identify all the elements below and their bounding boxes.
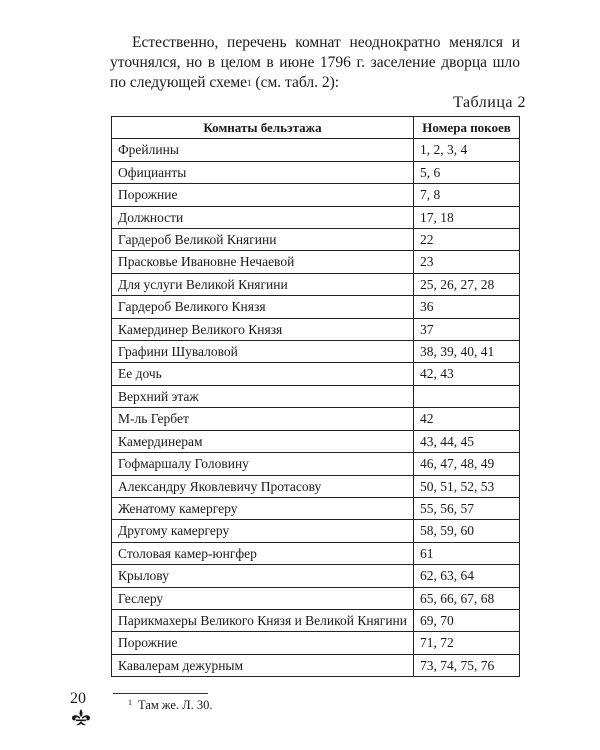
room-cell: Порожние — [112, 632, 414, 654]
table-row — [112, 520, 520, 542]
number-cell: 61 — [414, 542, 520, 564]
room-cell: Графини Шуваловой — [112, 341, 414, 363]
number-cell: 42, 43 — [414, 363, 520, 385]
room-cell: Должности — [112, 206, 414, 228]
table-row — [112, 318, 520, 340]
number-cell: 22 — [414, 229, 520, 251]
room-cell: Александру Яковлевичу Протасову — [112, 475, 414, 497]
room-cell: Прасковье Ивановне Нечаевой — [112, 251, 414, 273]
room-cell: Кавалерам дежурным — [112, 654, 414, 676]
table-row — [112, 430, 520, 452]
number-cell: 42 — [414, 408, 520, 430]
table-row — [112, 609, 520, 631]
number-cell: 43, 44, 45 — [414, 430, 520, 452]
table-row — [112, 363, 520, 385]
room-cell: Ее дочь — [112, 363, 414, 385]
number-cell: 7, 8 — [414, 184, 520, 206]
body-paragraph — [110, 33, 520, 93]
room-cell: Столовая камер-юнгфер — [112, 542, 414, 564]
room-cell: Камердинерам — [112, 430, 414, 452]
table-header-row — [112, 117, 520, 139]
table-row — [112, 184, 520, 206]
table-row — [112, 341, 520, 363]
number-cell: 38, 39, 40, 41 — [414, 341, 520, 363]
table-row — [112, 453, 520, 475]
table-row — [112, 229, 520, 251]
room-cell: М-ль Гербет — [112, 408, 414, 430]
room-cell: Геслеру — [112, 587, 414, 609]
room-cell: Другому камергеру — [112, 520, 414, 542]
number-cell: 25, 26, 27, 28 — [414, 273, 520, 295]
fleur-de-lis-icon — [70, 708, 92, 728]
number-cell: 55, 56, 57 — [414, 497, 520, 519]
number-cell: 37 — [414, 318, 520, 340]
footnote — [128, 698, 213, 713]
number-cell: 69, 70 — [414, 609, 520, 631]
number-cell: 36 — [414, 296, 520, 318]
number-cell — [414, 385, 520, 407]
room-cell: Официанты — [112, 161, 414, 183]
table-row — [112, 139, 520, 161]
room-cell: Женатому камергеру — [112, 497, 414, 519]
table-row — [112, 587, 520, 609]
footnote-text: Там же. Л. 30. — [138, 698, 213, 712]
number-cell: 62, 63, 64 — [414, 565, 520, 587]
table-row — [112, 475, 520, 497]
table-row — [112, 385, 520, 407]
table-row — [112, 206, 520, 228]
header-rooms: Комнаты бельэтажа — [112, 117, 414, 139]
table-row — [112, 408, 520, 430]
rooms-table — [111, 116, 520, 677]
footnote-marker: 1 — [128, 698, 132, 707]
footnote-divider — [113, 693, 208, 694]
table-row — [112, 161, 520, 183]
room-cell: Крылову — [112, 565, 414, 587]
number-cell: 71, 72 — [414, 632, 520, 654]
number-cell: 65, 66, 67, 68 — [414, 587, 520, 609]
room-cell: Фрейлины — [112, 139, 414, 161]
room-cell: Парикмахеры Великого Князя и Великой Княгини — [112, 609, 414, 631]
table-row — [112, 632, 520, 654]
table-row — [112, 542, 520, 564]
number-cell: 17, 18 — [414, 206, 520, 228]
number-cell: 5, 6 — [414, 161, 520, 183]
room-cell: Гофмаршалу Головину — [112, 453, 414, 475]
table-row — [112, 654, 520, 676]
number-cell: 46, 47, 48, 49 — [414, 453, 520, 475]
room-cell: Камердинер Великого Князя — [112, 318, 414, 340]
page-number: 20 — [70, 690, 86, 707]
room-cell: Для услуги Великой Княгини — [112, 273, 414, 295]
paragraph-text-end: (см. табл. 2): — [251, 74, 340, 91]
table-row — [112, 251, 520, 273]
number-cell: 58, 59, 60 — [414, 520, 520, 542]
number-cell: 50, 51, 52, 53 — [414, 475, 520, 497]
table-row — [112, 497, 520, 519]
room-cell: Гардероб Великой Княгини — [112, 229, 414, 251]
room-cell: Порожние — [112, 184, 414, 206]
table-row — [112, 273, 520, 295]
footnote-ref[interactable]: 1 — [247, 78, 252, 88]
table-row — [112, 565, 520, 587]
table-row — [112, 296, 520, 318]
room-cell: Верхний этаж — [112, 385, 414, 407]
table-caption: Таблица 2 — [453, 94, 526, 111]
number-cell: 1, 2, 3, 4 — [414, 139, 520, 161]
table-body — [112, 139, 520, 677]
paragraph-text: Естественно, перечень комнат неоднократно менялся и уточнялся, но в целом в июне 1796 г. заселение дворца шло по следующей схеме — [110, 34, 520, 91]
number-cell: 73, 74, 75, 76 — [414, 654, 520, 676]
number-cell: 23 — [414, 251, 520, 273]
room-cell: Гардероб Великого Князя — [112, 296, 414, 318]
header-numbers: Номера покоев — [414, 117, 520, 139]
